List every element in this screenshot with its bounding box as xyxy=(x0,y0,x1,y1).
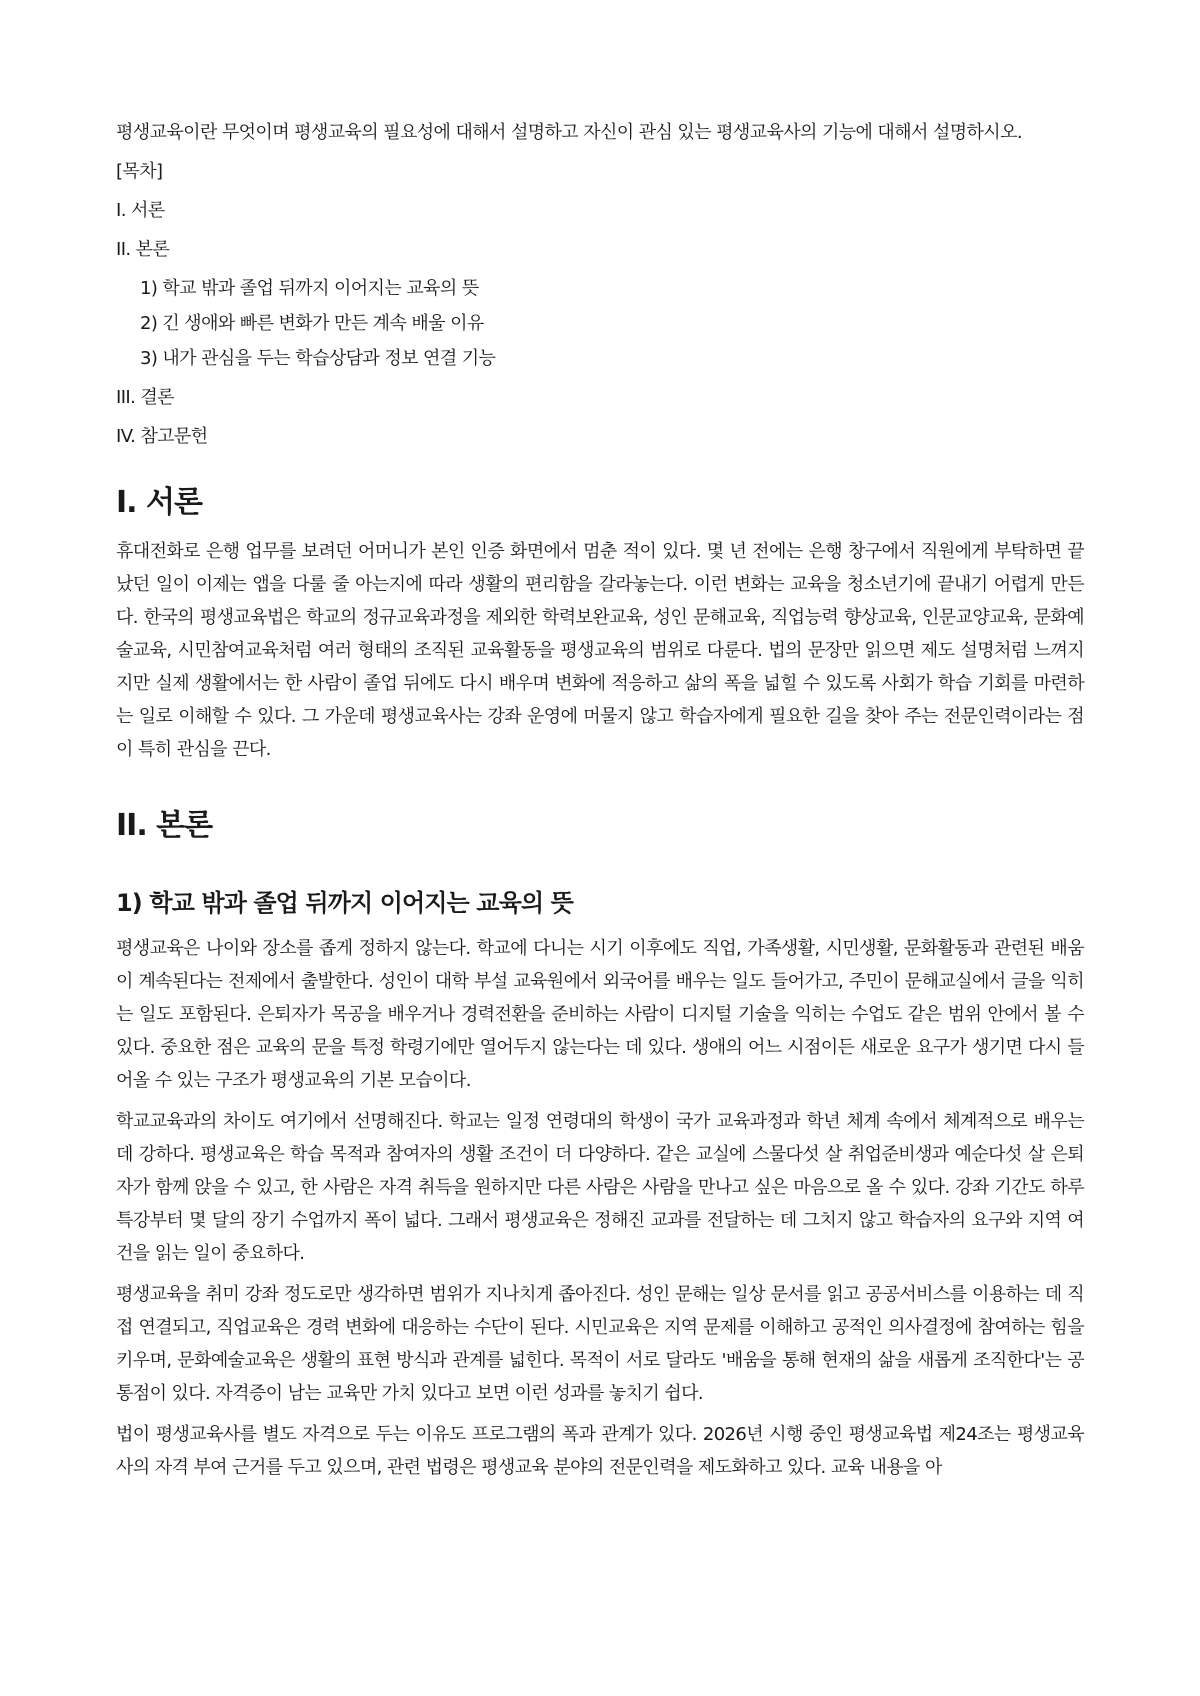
section-1-paragraph: 평생교육은 나이와 장소를 좁게 정하지 않는다. 학교에 다니는 시기 이후에도 직업, 가족생활, 시민생활, 문화활동과 관련된 배움이 계속된다는 전제에서 출발한다. 성인이 대학 부설 교육원에서 외국어를 배우는 일도 들어가고, 주민이 문해교실에서 글을 익히는 일도 포함된다. 은퇴자가 목공을 배우거나 경력전환을 준비하는 사람이 디지털 기술을 익히는 수업도 같은 범위 안에서 볼 수 있다. 중요한 점은 교육의 문을 특정 학령기에만 열어두지 않는다는 데 있다. 생애의 어느 시점이든 새로운 요구가 생기면 다시 들어올 수 있는 구조가 평생교육의 기본 모습이다. xyxy=(116,938,1084,1091)
intro-paragraph: 휴대전화로 은행 업무를 보려던 어머니가 본인 인증 화면에서 멈춘 적이 있다. 몇 년 전에는 은행 창구에서 직원에게 부탁하면 끝났던 일이 이제는 앱을 다룰 줄 아는지에 따라 생활의 편리함을 갈라놓는다. 이런 변화는 교육을 청소년기에 끝내기 어렵게 만든다. 한국의 평생교육법은 학교의 정규교육과정을 제외한 학력보완교육, 성인 문해교육, 직업능력 향상교육, 인문교양교육, 문화예술교육, 시민참여교육처럼 여러 형태의 조직된 교육활동을 평생교육의 범위로 다룬다. 법의 문장만 읽으면 제도 설명처럼 느껴지지만 실제 생활에서는 한 사람이 졸업 뒤에도 다시 배우며 변화에 적응하고 삶의 폭을 넓힐 수 있도록 사회가 학습 기회를 마련하는 일로 이해할 수 있다. 그 가운데 평생교육사는 강좌 운영에 머물지 않고 학습자에게 필요한 길을 찾아 주는 전문인력이라는 점이 특히 관심을 끈다. xyxy=(116,541,1084,760)
assignment-question: 평생교육이란 무엇이며 평생교육의 필요성에 대해서 설명하고 자신이 관심 있는 평생교육사의 기능에 대해서 설명하시오. xyxy=(116,122,1022,143)
section-1-paragraph: 평생교육을 취미 강좌 정도로만 생각하면 범위가 지나치게 좁아진다. 성인 문해는 일상 문서를 읽고 공공서비스를 이용하는 데 직접 연결되고, 직업교육은 경력 변화에 대응하는 수단이 된다. 시민교육은 지역 문제를 이해하고 공적인 의사결정에 참여하는 힘을 키우며, 문화예술교육은 생활의 표현 방식과 관계를 넓힌다. 목적이 서로 달라도 '배움을 통해 현재의 삶을 새롭게 조직한다'는 공통점이 있다. 자격증이 남는 교육만 가치 있다고 보면 이런 성과를 놓치기 쉽다. xyxy=(116,1284,1084,1404)
toc-item-intro: I. 서론 xyxy=(116,200,165,221)
document-page xyxy=(116,116,1084,1484)
section-1-paragraph: 학교교육과의 차이도 여기에서 선명해진다. 학교는 일정 연령대의 학생이 국가 교육과정과 학년 체계 속에서 체계적으로 배우는 데 강하다. 평생교육은 학습 목적과 참여자의 생활 조건이 더 다양하다. 같은 교실에 스물다섯 살 취업준비생과 예순다섯 살 은퇴자가 함께 앉을 수 있고, 한 사람은 자격 취득을 원하지만 다른 사람은 사람을 만나고 싶은 마음으로 올 수 있다. 강좌 기간도 하루 특강부터 몇 달의 장기 수업까지 폭이 넓다. 그래서 평생교육은 정해진 교과를 전달하는 데 그치지 않고 학습자의 요구와 지역 여건을 읽는 일이 중요하다. xyxy=(116,1111,1084,1264)
toc-item-body: II. 본론 xyxy=(116,239,170,260)
section-1-heading: 1) 학교 밖과 졸업 뒤까지 이어지는 교육의 뜻 xyxy=(116,889,573,917)
toc-item-conclusion: III. 결론 xyxy=(116,387,174,408)
intro-heading: I. 서론 xyxy=(116,485,202,520)
section-1-paragraph: 법이 평생교육사를 별도 자격으로 두는 이유도 프로그램의 폭과 관계가 있다. 2026년 시행 중인 평생교육법 제24조는 평생교육사의 자격 부여 근거를 두고 있으며, 관련 법령은 평생교육 분야의 전문인력을 제도화하고 있다. 교육 내용을 아 xyxy=(116,1424,1084,1478)
body-heading: II. 본론 xyxy=(116,808,213,843)
toc-subitem-3: 3) 내가 관심을 두는 학습상담과 정보 연결 기능 xyxy=(140,348,496,369)
toc-subitem-1: 1) 학교 밖과 졸업 뒤까지 이어지는 교육의 뜻 xyxy=(140,278,479,299)
table-of-contents xyxy=(116,155,1084,453)
toc-item-references: IV. 참고문헌 xyxy=(116,426,208,447)
toc-label: [목차] xyxy=(116,161,163,182)
toc-subitem-2: 2) 긴 생애와 빠른 변화가 만든 계속 배울 이유 xyxy=(140,313,484,334)
